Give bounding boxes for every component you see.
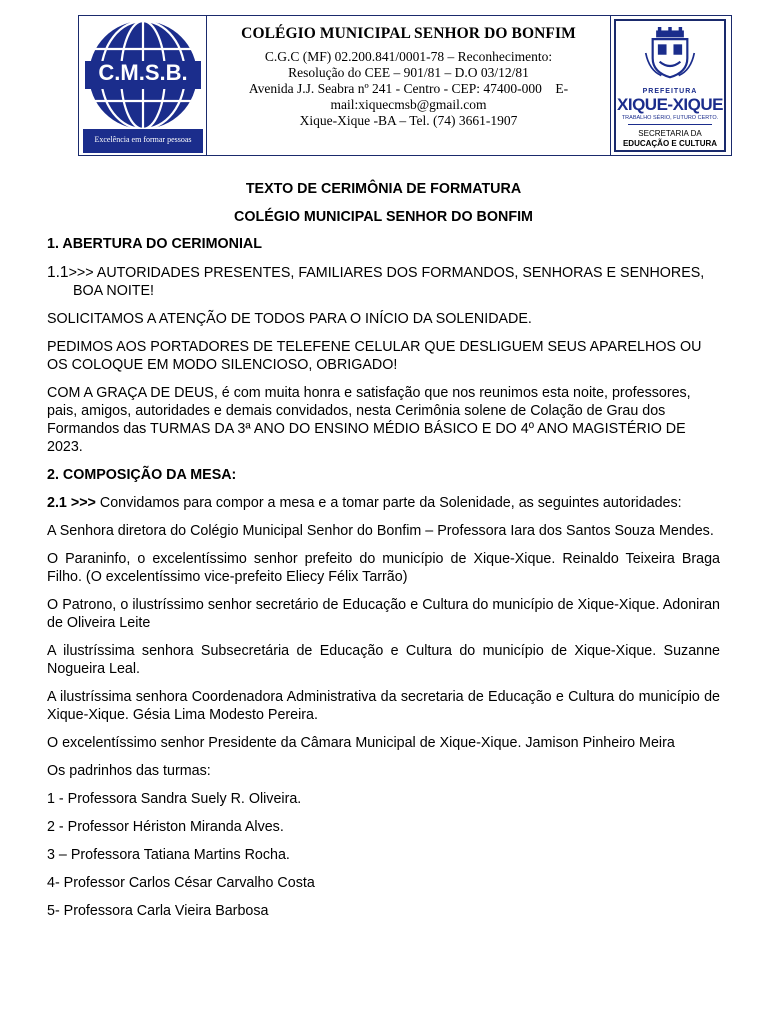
authority-item: A ilustríssima senhora Subsecretária de Educação e Cultura do município de Xique-Xique. Suzanne Nogueira Leal.: [47, 643, 720, 677]
authority-item: O excelentíssimo senhor Presidente da Câmara Municipal de Xique-Xique. Jamison Pinheiro Meira: [47, 735, 675, 751]
logo-motto: Excelência em formar pessoas: [83, 129, 203, 153]
padrinhos-label: Os padrinhos das turmas:: [47, 763, 211, 779]
padrinho-item: 5- Professora Carla Vieira Barbosa: [47, 903, 269, 919]
section-1-1: [47, 264, 720, 300]
logo-text: C.M.S.B.: [98, 60, 188, 85]
document-title: TEXTO DE CERIMÔNIA DE FORMATURA: [245, 181, 522, 197]
school-logo: [79, 16, 207, 155]
authority-item: O Paraninfo, o excelentíssimo senhor prefeito do município de Xique-Xique. Reinaldo Teixeira Braga Filho. (O excelentíssimo vice-prefeito Eliecy Félix Tarrão): [47, 551, 720, 585]
school-phone: Xique-Xique -BA – Tel. (74) 3661-1907: [299, 113, 518, 128]
section-2-1-text: Convidamos para compor a mesa e a tomar parte da Solenidade, as seguintes autoridades:: [95, 495, 682, 511]
prefeitura-city: XIQUE-XIQUE: [617, 95, 723, 114]
paragraph-graca: COM A GRAÇA DE DEUS, é com muita honra e satisfação que nos reunimos esta noite, professores, pais, amigos, autoridades e demais convidados, nesta Cerimônia solene de Colação de Grau dos Formandos das TURMAS DA 3ª ANO DO ENSINO MÉDIO BÁSICO E DO 4º ANO MAGISTÉRIO DE 2023.: [47, 385, 691, 455]
prefeitura-label: PREFEITURA: [642, 88, 698, 95]
authority-item: A ilustríssima senhora Coordenadora Administrativa da secretaria de Educação e Cultura do município de Xique-Xique. Gésia Lima Modesto Pereira.: [47, 689, 720, 723]
prefeitura-logo: [611, 16, 731, 155]
authority-item: O Patrono, o ilustríssimo senhor secretário de Educação e Cultura do município de Xique-Xique. Adoniran de Oliveira Leite: [47, 597, 720, 631]
school-info: [207, 16, 611, 155]
padrinho-item: 1 - Professora Sandra Suely R. Oliveira.: [47, 791, 302, 807]
school-cgc: C.G.C (MF) 02.200.841/0001-78 – Reconhecimento:: [264, 49, 553, 64]
section-2-1: [47, 494, 720, 512]
authority-item: A Senhora diretora do Colégio Municipal Senhor do Bonfim – Professora Iara dos Santos Souza Mendes.: [47, 523, 714, 539]
padrinho-item: 4- Professor Carlos César Carvalho Costa: [47, 875, 315, 891]
secretaria-name: EDUCAÇÃO E CULTURA: [622, 139, 718, 148]
school-name: COLÉGIO MUNICIPAL SENHOR DO BONFIM: [241, 25, 576, 42]
prefeitura-divider: [628, 124, 712, 125]
document-header: [78, 15, 732, 156]
section-2-heading: 2. COMPOSIÇÃO DA MESA:: [47, 467, 237, 483]
section-1-1-number: 1.1: [47, 264, 69, 281]
prefeitura-motto: TRABALHO SÉRIO, FUTURO CERTO.: [621, 115, 719, 121]
document-subtitle: COLÉGIO MUNICIPAL SENHOR DO BONFIM: [234, 209, 533, 225]
school-resolution: Resolução do CEE – 901/81 – D.O 03/12/81: [288, 65, 529, 80]
paragraph-solicitamos: SOLICITAMOS A ATENÇÃO DE TODOS PARA O INÍCIO DA SOLENIDADE.: [47, 311, 532, 327]
school-address: Avenida J.J. Seabra nº 241 - Centro - CEP: 47400-000 E-: [248, 81, 569, 96]
coat-of-arms-icon: [643, 27, 697, 79]
section-1-heading: 1. ABERTURA DO CERIMONIAL: [47, 236, 262, 252]
section-2-1-number: 2.1 >>>: [47, 495, 96, 511]
section-1-1-text: >>> AUTORIDADES PRESENTES, FAMILIARES DOS FORMANDOS, SENHORAS E SENHORES, BOA NOITE!: [68, 265, 705, 299]
school-email: mail:xiquecmsb@gmail.com: [330, 97, 487, 112]
paragraph-pedimos: PEDIMOS AOS PORTADORES DE TELEFENE CELULAR QUE DESLIGUEM SEUS APARELHOS OU OS COLOQUE EM MODO SILENCIOSO, OBRIGADO!: [47, 339, 702, 373]
padrinho-item: 2 - Professor Hériston Miranda Alves.: [47, 819, 284, 835]
padrinho-item: 3 – Professora Tatiana Martins Rocha.: [47, 847, 290, 863]
secretaria-label: SECRETARIA DA: [638, 129, 702, 138]
document-body: [47, 180, 720, 920]
